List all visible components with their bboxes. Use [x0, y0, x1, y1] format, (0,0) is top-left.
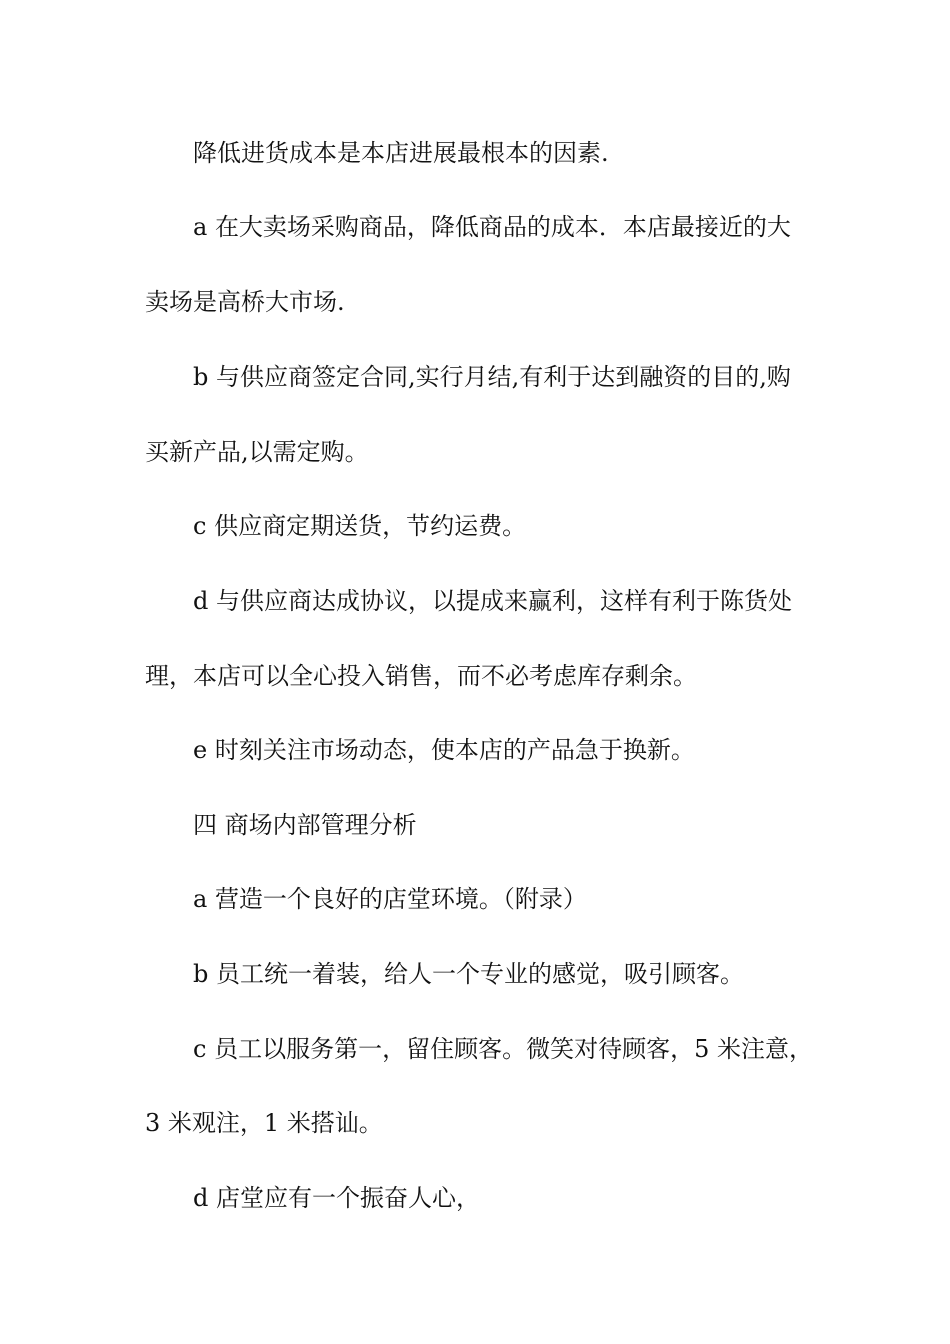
- paragraph-line: d 与供应商达成协议，以提成来赢利，这样有利于陈货处: [193, 587, 792, 615]
- paragraph-line: 3 米观注，1 米搭讪。: [145, 1109, 383, 1137]
- paragraph-line: c 供应商定期送货，节约运费。: [193, 512, 527, 540]
- paragraph-line: 理，本店可以全心投入销售，而不必考虑库存剩余。: [145, 662, 697, 690]
- paragraph-line: d 店堂应有一个振奋人心，: [193, 1184, 480, 1212]
- paragraph-line: e 时刻关注市场动态，使本店的产品急于换新。: [193, 736, 695, 764]
- paragraph-line: b 员工统一着装，给人一个专业的感觉，吸引顾客。: [193, 960, 744, 988]
- section-heading: 四 商场内部管理分析: [193, 811, 417, 839]
- paragraph-line: 卖场是高桥大市场.: [145, 288, 345, 316]
- paragraph-line: a 在大卖场采购商品，降低商品的成本．本店最接近的大: [193, 213, 791, 241]
- paragraph-line: a 营造一个良好的店堂环境。（附录）: [193, 885, 587, 913]
- paragraph-line: 买新产品,以需定购。: [145, 438, 369, 466]
- paragraph-line: 降低进货成本是本店进展最根本的因素.: [193, 139, 609, 167]
- paragraph-line: b 与供应商签定合同,实行月结,有利于达到融资的目的,购: [193, 363, 791, 391]
- paragraph-line: c 员工以服务第一，留住顾客。微笑对待顾客，5 米注意，: [193, 1035, 813, 1063]
